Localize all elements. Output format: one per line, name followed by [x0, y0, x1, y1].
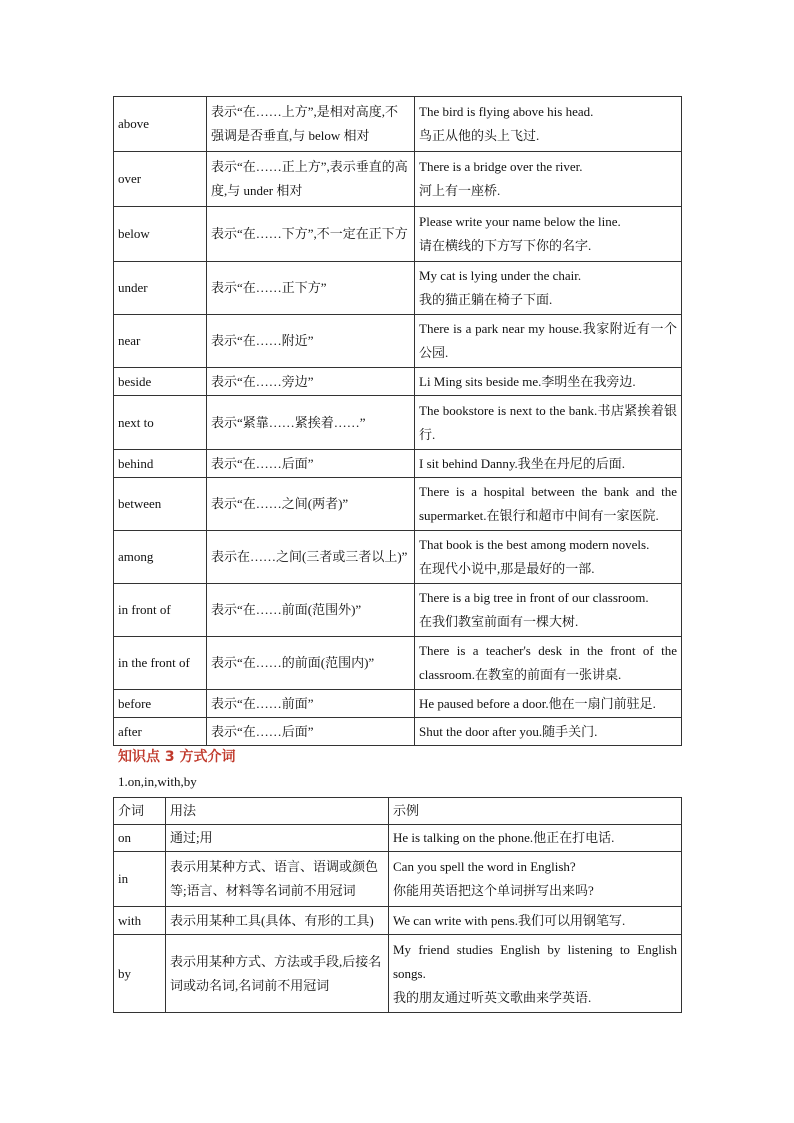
preposition-cell: above [114, 97, 207, 152]
usage-cell: 表示“在……后面” [207, 450, 415, 478]
usage-cell: 表示“在……之间(两者)” [207, 478, 415, 531]
table-header-row [114, 798, 682, 825]
example-cn: 我的朋友通过听英文歌曲来学英语. [393, 989, 592, 1005]
example-cell: There is a park near my house.我家附近有一个公园. [415, 315, 682, 368]
example-cell [415, 584, 682, 637]
example-cell: He is talking on the phone.他正在打电话. [389, 825, 682, 852]
usage-cell: 表示“紧靠……紧挨着……” [207, 396, 415, 450]
usage-cell: 表示用某种工具(具体、有形的工具) [166, 907, 389, 935]
preposition-cell: beside [114, 368, 207, 396]
table-row [114, 262, 682, 315]
example-en: Can you spell the word in English? [393, 859, 576, 874]
example-cn: 你能用英语把这个单词拼写出来吗? [393, 883, 594, 898]
preposition-cell: among [114, 531, 207, 584]
preposition-cell: next to [114, 396, 207, 450]
example-cell [415, 152, 682, 207]
example-cell: I sit behind Danny.我坐在丹尼的后面. [415, 450, 682, 478]
example-cell: He paused before a door.他在一扇门前驻足. [415, 690, 682, 718]
table-row [114, 584, 682, 637]
example-cell: Shut the door after you.随手关门. [415, 718, 682, 746]
table-row [114, 368, 682, 396]
preposition-cell: in [114, 852, 166, 907]
header-example: 示例 [389, 798, 682, 825]
usage-cell: 表示用某种方式、方法或手段,后接名词或动名词,名词前不用冠词 [166, 935, 389, 1013]
example-cn: 我的猫正躺在椅子下面. [419, 292, 553, 307]
example-cell [415, 531, 682, 584]
example-en: There is a big tree in front of our classroom. [419, 590, 649, 605]
table-row [114, 396, 682, 450]
usage-cell: 表示“在……后面” [207, 718, 415, 746]
table-row [114, 852, 682, 907]
example-cell [415, 207, 682, 262]
preposition-cell: behind [114, 450, 207, 478]
table-row [114, 907, 682, 935]
usage-cell: 表示“在……旁边” [207, 368, 415, 396]
example-cell [415, 262, 682, 315]
usage-cell: 表示“在……正下方” [207, 262, 415, 315]
example-cn: 鸟正从他的头上飞过. [419, 128, 540, 143]
example-en: Please write your name below the line. [419, 214, 621, 229]
preposition-cell: in front of [114, 584, 207, 637]
example-en: My cat is lying under the chair. [419, 268, 582, 283]
table-row [114, 207, 682, 262]
example-cell: We can write with pens.我们可以用钢笔写. [389, 907, 682, 935]
example-cell: The bookstore is next to the bank.书店紧挨着银行. [415, 396, 682, 450]
table-row [114, 718, 682, 746]
table-row [114, 825, 682, 852]
usage-cell: 表示用某种方式、语言、语调或颜色等;语言、材料等名词前不用冠词 [166, 852, 389, 907]
example-en: The bird is flying above his head. [419, 104, 594, 119]
table-row [114, 478, 682, 531]
example-en: There is a bridge over the river. [419, 159, 583, 174]
header-usage: 用法 [166, 798, 389, 825]
preposition-cell: in the front of [114, 637, 207, 690]
usage-cell: 表示“在……的前面(范围内)” [207, 637, 415, 690]
usage-cell: 表示在……之间(三者或三者以上)” [207, 531, 415, 584]
usage-cell: 表示“在……前面(范围外)” [207, 584, 415, 637]
table-row [114, 935, 682, 1013]
table-row [114, 450, 682, 478]
example-cell [389, 935, 682, 1013]
example-cell: There is a hospital between the bank and the supermarket.在银行和超市中间有一家医院. [415, 478, 682, 531]
example-cn: 在现代小说中,那是最好的一部. [419, 561, 595, 576]
manner-prepositions-table [113, 797, 682, 1013]
sub-heading: 1.on,in,with,by [118, 774, 197, 789]
example-cell [415, 97, 682, 152]
table-row [114, 690, 682, 718]
position-prepositions-table [113, 96, 682, 746]
usage-cell: 通过;用 [166, 825, 389, 852]
table-row [114, 531, 682, 584]
preposition-cell: near [114, 315, 207, 368]
preposition-cell: on [114, 825, 166, 852]
usage-cell: 表示“在……附近” [207, 315, 415, 368]
preposition-cell: after [114, 718, 207, 746]
example-cn: 请在横线的下方写下你的名字. [419, 238, 592, 253]
example-en: That book is the best among modern novels. [419, 537, 650, 552]
preposition-cell: between [114, 478, 207, 531]
usage-cell: 表示“在……上方”,是相对高度,不强调是否垂直,与 below 相对 [207, 97, 415, 152]
preposition-cell: below [114, 207, 207, 262]
example-cell: Li Ming sits beside me.李明坐在我旁边. [415, 368, 682, 396]
section-heading: 知识点 3 方式介词 [118, 749, 236, 765]
usage-cell: 表示“在……前面” [207, 690, 415, 718]
table-row [114, 637, 682, 690]
table-row [114, 152, 682, 207]
table-row [114, 97, 682, 152]
example-cell [389, 852, 682, 907]
example-en: My friend studies English by listening to English songs. [393, 941, 677, 981]
preposition-cell: over [114, 152, 207, 207]
example-cell: There is a teacher's desk in the front of the classroom.在教室的前面有一张讲桌. [415, 637, 682, 690]
preposition-cell: by [114, 935, 166, 1013]
preposition-cell: with [114, 907, 166, 935]
usage-cell: 表示“在……正上方”,表示垂直的高度,与 under 相对 [207, 152, 415, 207]
example-cn: 河上有一座桥. [419, 183, 501, 198]
table-row [114, 315, 682, 368]
preposition-cell: before [114, 690, 207, 718]
preposition-cell: under [114, 262, 207, 315]
usage-cell: 表示“在……下方”,不一定在正下方 [207, 207, 415, 262]
example-cn: 在我们教室前面有一棵大树. [419, 614, 579, 629]
header-preposition: 介词 [114, 798, 166, 825]
